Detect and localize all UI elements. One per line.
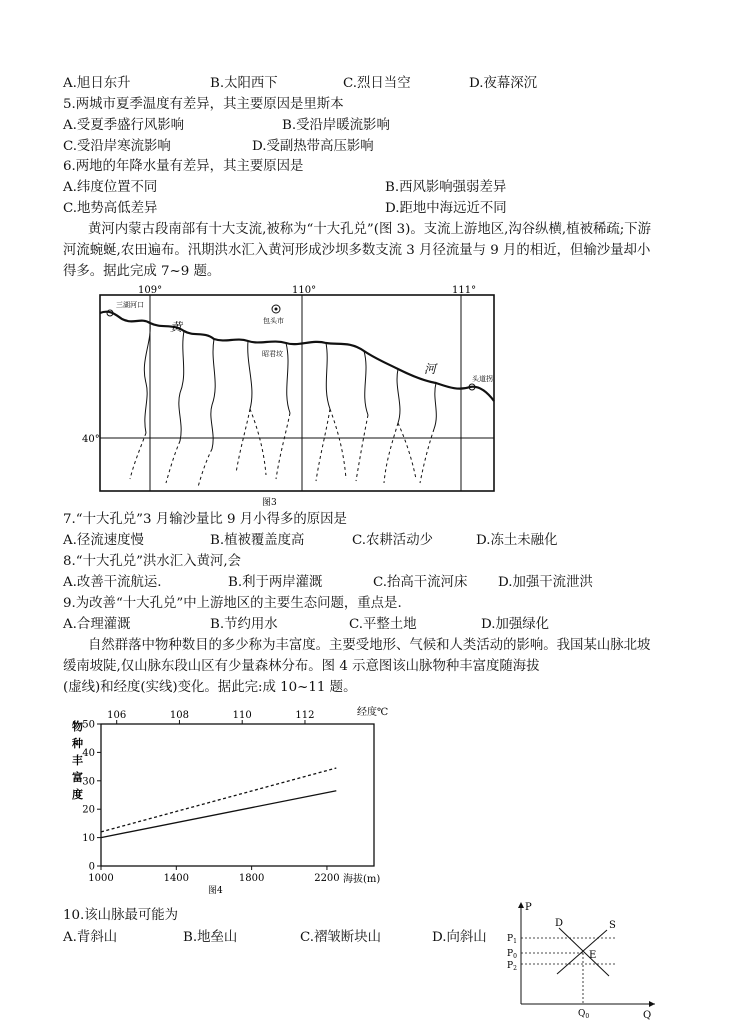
supply-demand-diagram: [505, 900, 665, 1021]
q5-option-a: A.受夏季盛行风影响: [63, 118, 185, 133]
x-top-axis-label: 经度℃: [357, 707, 389, 718]
y-tick-label: 30: [82, 776, 95, 788]
city-baotou-dot: [275, 308, 278, 311]
place-zhaojunfen: 昭君坟: [262, 350, 283, 358]
x-bottom-tick-label: 1000: [88, 873, 114, 884]
place-toudaoguai: 头道拐: [472, 375, 493, 383]
x-bottom-tick-label: 1800: [238, 873, 265, 884]
q7-option-b: B.植被覆盖度高: [210, 533, 305, 548]
sd-quantity-axis-arrow: [649, 1001, 655, 1007]
q9-option-d: D.加强绿化: [481, 617, 550, 632]
q8-option-d: D.加强干流泄洪: [498, 575, 593, 590]
q6-option-c: C.地势高低差异: [63, 201, 158, 216]
y-axis-label-char: 富: [72, 771, 83, 784]
q4-option-a: A.旭日东升: [63, 76, 131, 91]
y-axis-label-char: 度: [72, 788, 83, 801]
figure-3-caption: 图3: [262, 498, 277, 508]
q8-option-a: A.改善干流航运.: [63, 575, 162, 590]
series-line-longitude-solid: [101, 791, 336, 838]
y-axis-label-char: 物: [72, 720, 83, 733]
lon-label-110: 110°: [292, 285, 317, 296]
q6-option-a: A.纬度位置不同: [63, 180, 158, 195]
intro-10-11-line1: 自然群落中物种数目的多少称为丰富度。主要受地形、气候和人类活动的影响。我国某山脉北坡: [88, 638, 651, 653]
q7-option-d: D.冻土未融化: [476, 533, 558, 548]
chart-plot-frame: [101, 724, 374, 866]
series-line-altitude-dashed: [101, 768, 336, 832]
sd-price-axis-arrow: [518, 902, 524, 908]
x-bottom-tick-label: 2200: [314, 873, 340, 884]
place-baotou: 包头市: [263, 317, 284, 325]
q5-option-b: B.受沿岸暖流影响: [282, 118, 390, 133]
lon-label-109: 109°: [138, 285, 163, 296]
intro-10-11-line3: (虚线)和经度(实线)变化。据此完:成 10~11 题。: [63, 680, 357, 695]
q10-option-b: B.地垒山: [183, 930, 238, 945]
q10-stem: 10.该山脉最可能为: [63, 908, 179, 923]
sd-label-p: P: [525, 902, 532, 913]
y-tick-label: 20: [82, 804, 95, 816]
figure-4-caption: 图4: [208, 886, 223, 896]
sd-label-q: Q: [643, 1010, 652, 1021]
x-top-tick-label: 106: [107, 710, 127, 721]
figure-3-map: [80, 283, 500, 508]
q10-option-c: C.褶皱断块山: [300, 930, 381, 945]
q5-option-d: D.受副热带高压影响: [252, 139, 374, 154]
q7-option-c: C.农耕活动少: [352, 533, 433, 548]
q4-option-d: D.夜幕深沉: [469, 76, 538, 91]
y-tick-label: 0: [88, 861, 95, 873]
q9-option-b: B.节约用水: [210, 617, 278, 632]
q6-option-d: D.距地中海远近不同: [385, 201, 507, 216]
lon-label-111: 111°: [452, 285, 477, 296]
y-tick-label: 40: [82, 747, 95, 759]
q10-option-a: A.背斜山: [63, 930, 118, 945]
river-char-2: 河: [424, 362, 437, 376]
sd-label-p2: $P_2$: [507, 961, 517, 972]
q7-option-a: A.径流速度慢: [63, 533, 144, 548]
q8-option-b: B.利于两岸灌溉: [228, 575, 323, 590]
q9-option-a: A.合理灌溉: [63, 617, 131, 632]
intro-10-11-line2: 缓南坡陡,仅山脉东段山区有少量森林分布。图 4 示意图该山脉物种丰富度随海拔: [63, 659, 540, 674]
sd-label-e: E: [589, 950, 597, 961]
lat-label-40: 40°: [82, 434, 100, 445]
x-bottom-axis-label: 海拔(m): [343, 874, 381, 885]
q10-option-d: D.向斜山: [432, 930, 487, 945]
sd-label-s: S: [609, 920, 616, 931]
y-tick-label: 50: [82, 719, 95, 731]
x-top-tick-label: 108: [169, 710, 189, 721]
q4-option-c: C.烈日当空: [343, 76, 411, 91]
q8-stem: 8.“十大孔兑”洪水汇入黄河,会: [63, 554, 242, 569]
q7-stem: 7.“十大孔兑”3 月输沙量比 9 月小得多的原因是: [63, 512, 347, 527]
q5-option-c: C.受沿岸寒流影响: [63, 139, 171, 154]
y-tick-label: 10: [82, 833, 95, 845]
q8-option-c: C.抬高干流河床: [373, 575, 468, 590]
y-axis-label: [71, 719, 83, 801]
x-bottom-tick-label: 1400: [163, 873, 190, 884]
q4-option-b: B.太阳西下: [210, 76, 278, 91]
x-top-tick-label: 112: [295, 710, 315, 721]
river-char-1: 黄: [170, 320, 183, 334]
place-sanhu: 三湖河口: [116, 301, 144, 309]
sd-label-p0: $P_0$: [507, 949, 517, 960]
q9-stem: 9.为改善“十大孔兑”中上游地区的主要生态问题，重点是.: [63, 596, 402, 611]
q5-stem: 5.两城市夏季温度有差异，其主要原因是里斯本: [63, 97, 344, 112]
y-axis-label-char: 种: [72, 737, 83, 750]
y-axis-label-char: 丰: [72, 754, 83, 767]
intro-7-9-line3: 得多。据此完成 7~9 题。: [63, 264, 221, 279]
x-top-tick-label: 110: [232, 710, 252, 721]
intro-7-9-line1: 黄河内蒙古段南部有十大支流,被称为“十大孔兑”(图 3)。支流上游地区,沟谷纵横,植被稀疏;下游: [88, 222, 652, 237]
intro-7-9-line2: 河流蜿蜒,农田遍布。汛期洪水汇入黄河形成沙坝多数支流 3 月径流量与 9 月的相近，但输沙量却小: [63, 243, 651, 258]
sd-label-p1: $P_1$: [507, 934, 517, 945]
q9-option-c: C.平整土地: [349, 617, 417, 632]
q6-stem: 6.两地的年降水量有差异，其主要原因是: [63, 159, 304, 174]
figure-4-chart: [60, 704, 400, 899]
sd-label-d: D: [555, 918, 564, 929]
q6-option-b: B.西风影响强弱差异: [385, 180, 507, 195]
sd-label-q0: $Q_0$: [578, 1009, 590, 1020]
